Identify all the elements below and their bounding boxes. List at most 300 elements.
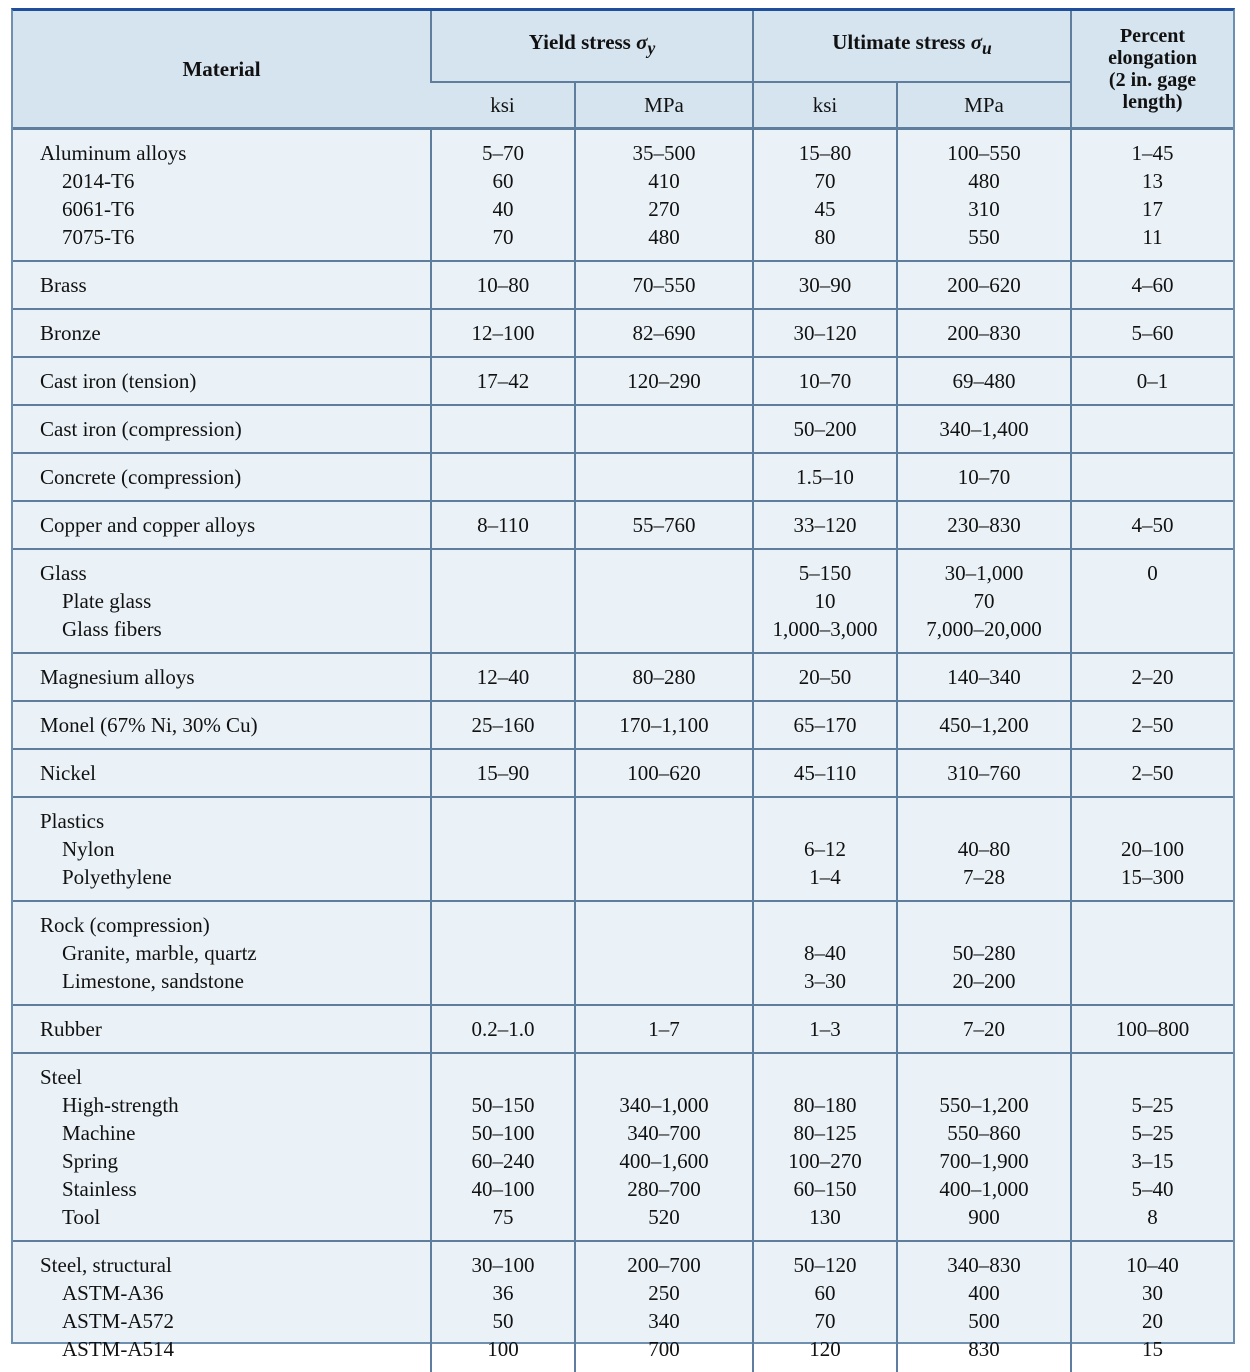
yield-mpa-value bbox=[576, 863, 752, 891]
ultimate-mpa-value: 700–1,900 bbox=[898, 1147, 1070, 1175]
ultimate-mpa-value: 100–550 bbox=[898, 139, 1070, 167]
yield-ksi-value bbox=[432, 967, 574, 995]
ultimate-ksi-value: 6–12 bbox=[754, 835, 896, 863]
ultimate-mpa-value bbox=[898, 911, 1070, 939]
ultimate-mpa-cell bbox=[897, 129, 1071, 262]
ultimate-ksi-cell bbox=[753, 501, 897, 549]
yield-ksi-value bbox=[432, 415, 574, 443]
yield-ksi-cell bbox=[431, 453, 575, 501]
ultimate-mpa-value bbox=[898, 807, 1070, 835]
ultimate-mpa-cell bbox=[897, 1005, 1071, 1053]
material-name: Aluminum alloys bbox=[40, 139, 430, 167]
ultimate-ksi-value: 80–180 bbox=[754, 1091, 896, 1119]
elongation-value: 0 bbox=[1072, 559, 1233, 587]
yield-mpa-cell bbox=[575, 653, 753, 701]
table-row bbox=[13, 653, 1233, 701]
material-name: Concrete (compression) bbox=[40, 463, 430, 491]
yield-mpa-cell bbox=[575, 261, 753, 309]
ultimate-ksi-value: 5–150 bbox=[754, 559, 896, 587]
elongation-value: 4–50 bbox=[1072, 511, 1233, 539]
elongation-value: 2–50 bbox=[1072, 759, 1233, 787]
ultimate-ksi-value: 30–120 bbox=[754, 319, 896, 347]
yield-ksi-value bbox=[432, 587, 574, 615]
ultimate-mpa-cell bbox=[897, 749, 1071, 797]
ultimate-mpa-value: 500 bbox=[898, 1307, 1070, 1335]
ultimate-ksi-cell bbox=[753, 453, 897, 501]
elongation-value bbox=[1072, 807, 1233, 835]
yield-ksi-value bbox=[432, 559, 574, 587]
elongation-value: 8 bbox=[1072, 1203, 1233, 1231]
ultimate-mpa-value: 20–200 bbox=[898, 967, 1070, 995]
yield-mpa-value: 1–7 bbox=[576, 1015, 752, 1043]
elongation-value: 100–800 bbox=[1072, 1015, 1233, 1043]
yield-mpa-value: 340–700 bbox=[576, 1119, 752, 1147]
ultimate-mpa-value: 30–1,000 bbox=[898, 559, 1070, 587]
elongation-value: 1–45 bbox=[1072, 139, 1233, 167]
material-subtype: Stainless bbox=[40, 1175, 430, 1203]
ultimate-stress-symbol: $\sigma_u$ bbox=[971, 30, 992, 54]
ultimate-mpa-value: 550–860 bbox=[898, 1119, 1070, 1147]
elongation-value: 3–15 bbox=[1072, 1147, 1233, 1175]
yield-ksi-value bbox=[432, 939, 574, 967]
yield-ksi-value: 40–100 bbox=[432, 1175, 574, 1203]
elongation-value: 15–300 bbox=[1072, 863, 1233, 891]
yield-ksi-cell bbox=[431, 405, 575, 453]
yield-ksi-value: 15–90 bbox=[432, 759, 574, 787]
ultimate-mpa-value: 400–1,000 bbox=[898, 1175, 1070, 1203]
elongation-value bbox=[1072, 911, 1233, 939]
yield-ksi-value: 8–110 bbox=[432, 511, 574, 539]
material-cell bbox=[13, 1053, 431, 1241]
material-cell bbox=[13, 901, 431, 1005]
elongation-value: 5–25 bbox=[1072, 1119, 1233, 1147]
material-name: Magnesium alloys bbox=[40, 663, 430, 691]
material-cell bbox=[13, 357, 431, 405]
elongation-cell bbox=[1071, 309, 1233, 357]
ultimate-ksi-value: 100–270 bbox=[754, 1147, 896, 1175]
material-subtype: 2014-T6 bbox=[40, 167, 430, 195]
yield-ksi-value: 40 bbox=[432, 195, 574, 223]
yield-mpa-value bbox=[576, 559, 752, 587]
yield-mpa-value: 80–280 bbox=[576, 663, 752, 691]
ultimate-ksi-value: 60–150 bbox=[754, 1175, 896, 1203]
elongation-cell bbox=[1071, 501, 1233, 549]
yield-ksi-cell bbox=[431, 309, 575, 357]
yield-ksi-value: 70 bbox=[432, 223, 574, 251]
ultimate-ksi-cell bbox=[753, 653, 897, 701]
ultimate-mpa-cell bbox=[897, 405, 1071, 453]
table-row bbox=[13, 1241, 1233, 1372]
elongation-value: 20 bbox=[1072, 1307, 1233, 1335]
yield-mpa-cell bbox=[575, 309, 753, 357]
ultimate-mpa-value: 140–340 bbox=[898, 663, 1070, 691]
elongation-cell bbox=[1071, 1241, 1233, 1372]
ultimate-mpa-cell bbox=[897, 701, 1071, 749]
elongation-value: 15 bbox=[1072, 1335, 1233, 1363]
material-name: Steel bbox=[40, 1063, 430, 1091]
ultimate-mpa-value: 340–1,400 bbox=[898, 415, 1070, 443]
ultimate-ksi-value bbox=[754, 807, 896, 835]
header-elong-line: Percent bbox=[1072, 25, 1233, 47]
ultimate-ksi-cell bbox=[753, 1005, 897, 1053]
material-cell bbox=[13, 749, 431, 797]
header-material: Material bbox=[13, 11, 431, 129]
yield-mpa-value: 200–700 bbox=[576, 1251, 752, 1279]
elongation-value: 11 bbox=[1072, 223, 1233, 251]
ultimate-ksi-cell bbox=[753, 1053, 897, 1241]
table-row bbox=[13, 797, 1233, 901]
yield-mpa-value bbox=[576, 415, 752, 443]
ultimate-ksi-value: 80–125 bbox=[754, 1119, 896, 1147]
yield-ksi-value: 60 bbox=[432, 167, 574, 195]
ultimate-mpa-cell bbox=[897, 309, 1071, 357]
yield-mpa-value bbox=[576, 587, 752, 615]
elongation-value: 5–60 bbox=[1072, 319, 1233, 347]
ultimate-mpa-value: 400 bbox=[898, 1279, 1070, 1307]
yield-mpa-value: 340 bbox=[576, 1307, 752, 1335]
material-cell bbox=[13, 653, 431, 701]
yield-mpa-value: 480 bbox=[576, 223, 752, 251]
yield-mpa-value: 55–760 bbox=[576, 511, 752, 539]
yield-ksi-value bbox=[432, 615, 574, 643]
ultimate-mpa-value: 900 bbox=[898, 1203, 1070, 1231]
ultimate-mpa-value: 310 bbox=[898, 195, 1070, 223]
table-row bbox=[13, 309, 1233, 357]
yield-mpa-value: 35–500 bbox=[576, 139, 752, 167]
elongation-cell bbox=[1071, 1005, 1233, 1053]
yield-mpa-cell bbox=[575, 501, 753, 549]
table-row bbox=[13, 357, 1233, 405]
material-cell bbox=[13, 797, 431, 901]
table-row bbox=[13, 261, 1233, 309]
ultimate-mpa-value: 450–1,200 bbox=[898, 711, 1070, 739]
table-row bbox=[13, 129, 1233, 262]
yield-mpa-cell bbox=[575, 797, 753, 901]
ultimate-mpa-value: 230–830 bbox=[898, 511, 1070, 539]
ultimate-mpa-value: 480 bbox=[898, 167, 1070, 195]
yield-ksi-value bbox=[432, 807, 574, 835]
material-subtype: ASTM-A514 bbox=[40, 1335, 430, 1363]
yield-mpa-value: 340–1,000 bbox=[576, 1091, 752, 1119]
yield-ksi-value bbox=[432, 1063, 574, 1091]
elongation-value: 0–1 bbox=[1072, 367, 1233, 395]
table-row bbox=[13, 405, 1233, 453]
material-properties-table bbox=[13, 11, 1233, 1372]
elongation-value: 10–40 bbox=[1072, 1251, 1233, 1279]
ultimate-ksi-value: 130 bbox=[754, 1203, 896, 1231]
yield-ksi-cell bbox=[431, 261, 575, 309]
elongation-value bbox=[1072, 967, 1233, 995]
ultimate-ksi-value: 45 bbox=[754, 195, 896, 223]
material-name: Glass bbox=[40, 559, 430, 587]
elongation-value bbox=[1072, 939, 1233, 967]
yield-mpa-cell bbox=[575, 129, 753, 262]
yield-ksi-cell bbox=[431, 357, 575, 405]
ultimate-mpa-value: 830 bbox=[898, 1335, 1070, 1363]
ultimate-ksi-value: 60 bbox=[754, 1279, 896, 1307]
ultimate-ksi-cell bbox=[753, 309, 897, 357]
elongation-cell bbox=[1071, 901, 1233, 1005]
ultimate-ksi-cell bbox=[753, 1241, 897, 1372]
yield-mpa-cell bbox=[575, 901, 753, 1005]
ultimate-mpa-value: 40–80 bbox=[898, 835, 1070, 863]
elongation-cell bbox=[1071, 405, 1233, 453]
yield-mpa-value: 70–550 bbox=[576, 271, 752, 299]
ultimate-mpa-value: 550–1,200 bbox=[898, 1091, 1070, 1119]
header-yield-stress bbox=[431, 11, 753, 82]
ultimate-ksi-cell bbox=[753, 405, 897, 453]
elongation-cell bbox=[1071, 357, 1233, 405]
ultimate-ksi-cell bbox=[753, 901, 897, 1005]
yield-ksi-value: 100 bbox=[432, 1335, 574, 1363]
yield-ksi-value bbox=[432, 911, 574, 939]
yield-mpa-value bbox=[576, 615, 752, 643]
ultimate-ksi-value: 30–90 bbox=[754, 271, 896, 299]
ultimate-ksi-value: 10 bbox=[754, 587, 896, 615]
material-cell bbox=[13, 261, 431, 309]
yield-mpa-cell bbox=[575, 357, 753, 405]
yield-mpa-cell bbox=[575, 1005, 753, 1053]
yield-ksi-value bbox=[432, 835, 574, 863]
table-row bbox=[13, 701, 1233, 749]
ultimate-mpa-cell bbox=[897, 797, 1071, 901]
yield-stress-symbol: $\sigma_y$ bbox=[636, 30, 655, 54]
yield-ksi-value: 30–100 bbox=[432, 1251, 574, 1279]
ultimate-mpa-value bbox=[898, 1063, 1070, 1091]
yield-ksi-cell bbox=[431, 549, 575, 653]
elongation-cell bbox=[1071, 261, 1233, 309]
yield-mpa-cell bbox=[575, 1241, 753, 1372]
ultimate-ksi-value: 1–4 bbox=[754, 863, 896, 891]
header-yield-stress-label: Yield stress bbox=[529, 30, 631, 54]
yield-mpa-value bbox=[576, 835, 752, 863]
yield-ksi-cell bbox=[431, 901, 575, 1005]
material-name: Brass bbox=[40, 271, 430, 299]
yield-mpa-value bbox=[576, 967, 752, 995]
elongation-value: 30 bbox=[1072, 1279, 1233, 1307]
ultimate-mpa-value: 10–70 bbox=[898, 463, 1070, 491]
elongation-value bbox=[1072, 587, 1233, 615]
ultimate-mpa-value: 7,000–20,000 bbox=[898, 615, 1070, 643]
table-row bbox=[13, 1005, 1233, 1053]
elongation-value: 5–25 bbox=[1072, 1091, 1233, 1119]
material-name: Cast iron (compression) bbox=[40, 415, 430, 443]
ultimate-ksi-value: 3–30 bbox=[754, 967, 896, 995]
elongation-value bbox=[1072, 1063, 1233, 1091]
material-cell bbox=[13, 405, 431, 453]
material-subtype: Spring bbox=[40, 1147, 430, 1175]
yield-mpa-value: 250 bbox=[576, 1279, 752, 1307]
ultimate-mpa-value: 340–830 bbox=[898, 1251, 1070, 1279]
material-cell bbox=[13, 501, 431, 549]
material-subtype: 7075-T6 bbox=[40, 223, 430, 251]
yield-ksi-value bbox=[432, 863, 574, 891]
yield-ksi-value: 25–160 bbox=[432, 711, 574, 739]
yield-mpa-value: 120–290 bbox=[576, 367, 752, 395]
yield-mpa-cell bbox=[575, 1053, 753, 1241]
table-row bbox=[13, 1053, 1233, 1241]
yield-mpa-cell bbox=[575, 405, 753, 453]
ultimate-mpa-cell bbox=[897, 549, 1071, 653]
yield-mpa-value bbox=[576, 911, 752, 939]
ultimate-mpa-value: 50–280 bbox=[898, 939, 1070, 967]
material-cell bbox=[13, 129, 431, 262]
yield-mpa-value: 410 bbox=[576, 167, 752, 195]
ultimate-ksi-value bbox=[754, 1063, 896, 1091]
material-cell bbox=[13, 1241, 431, 1372]
ultimate-ksi-cell bbox=[753, 549, 897, 653]
yield-ksi-cell bbox=[431, 749, 575, 797]
material-cell bbox=[13, 701, 431, 749]
yield-mpa-value: 170–1,100 bbox=[576, 711, 752, 739]
table-row bbox=[13, 453, 1233, 501]
elongation-value: 2–20 bbox=[1072, 663, 1233, 691]
header-ultimate-stress bbox=[753, 11, 1071, 82]
yield-mpa-value: 700 bbox=[576, 1335, 752, 1363]
elongation-cell bbox=[1071, 1053, 1233, 1241]
ultimate-ksi-value: 70 bbox=[754, 167, 896, 195]
ultimate-mpa-value: 550 bbox=[898, 223, 1070, 251]
yield-ksi-value: 50 bbox=[432, 1307, 574, 1335]
elongation-value bbox=[1072, 463, 1233, 491]
ultimate-mpa-value: 7–28 bbox=[898, 863, 1070, 891]
material-subtype: Polyethylene bbox=[40, 863, 430, 891]
ultimate-ksi-value: 50–200 bbox=[754, 415, 896, 443]
table-frame bbox=[11, 8, 1235, 1344]
ultimate-ksi-value: 50–120 bbox=[754, 1251, 896, 1279]
ultimate-mpa-value: 69–480 bbox=[898, 367, 1070, 395]
material-subtype: Tool bbox=[40, 1203, 430, 1231]
material-subtype: 6061-T6 bbox=[40, 195, 430, 223]
header-elong-line: elongation bbox=[1072, 47, 1233, 69]
table-header bbox=[13, 11, 1233, 129]
material-subtype: Glass fibers bbox=[40, 615, 430, 643]
material-cell bbox=[13, 309, 431, 357]
table-row bbox=[13, 501, 1233, 549]
yield-ksi-value: 17–42 bbox=[432, 367, 574, 395]
yield-mpa-value: 100–620 bbox=[576, 759, 752, 787]
ultimate-ksi-value: 20–50 bbox=[754, 663, 896, 691]
material-subtype: High-strength bbox=[40, 1091, 430, 1119]
elongation-value: 5–40 bbox=[1072, 1175, 1233, 1203]
ultimate-ksi-value: 8–40 bbox=[754, 939, 896, 967]
ultimate-mpa-cell bbox=[897, 1241, 1071, 1372]
elongation-value bbox=[1072, 415, 1233, 443]
elongation-cell bbox=[1071, 129, 1233, 262]
yield-ksi-cell bbox=[431, 797, 575, 901]
ultimate-mpa-value: 200–830 bbox=[898, 319, 1070, 347]
header-unit-ultimate-mpa: MPa bbox=[897, 82, 1071, 129]
ultimate-ksi-value: 80 bbox=[754, 223, 896, 251]
ultimate-ksi-value: 1.5–10 bbox=[754, 463, 896, 491]
yield-mpa-value: 280–700 bbox=[576, 1175, 752, 1203]
ultimate-ksi-value: 1,000–3,000 bbox=[754, 615, 896, 643]
yield-mpa-cell bbox=[575, 749, 753, 797]
ultimate-ksi-cell bbox=[753, 701, 897, 749]
header-elong-line: (2 in. gage bbox=[1072, 69, 1233, 91]
elongation-value: 17 bbox=[1072, 195, 1233, 223]
ultimate-ksi-value: 1–3 bbox=[754, 1015, 896, 1043]
yield-mpa-value bbox=[576, 939, 752, 967]
yield-mpa-cell bbox=[575, 453, 753, 501]
yield-mpa-value bbox=[576, 463, 752, 491]
yield-mpa-value bbox=[576, 807, 752, 835]
material-name: Plastics bbox=[40, 807, 430, 835]
header-ultimate-stress-label: Ultimate stress bbox=[832, 30, 965, 54]
ultimate-ksi-value: 15–80 bbox=[754, 139, 896, 167]
yield-mpa-value: 520 bbox=[576, 1203, 752, 1231]
header-elong-line: length) bbox=[1072, 91, 1233, 113]
yield-mpa-cell bbox=[575, 701, 753, 749]
elongation-value: 20–100 bbox=[1072, 835, 1233, 863]
ultimate-mpa-cell bbox=[897, 653, 1071, 701]
material-name: Steel, structural bbox=[40, 1251, 430, 1279]
ultimate-ksi-cell bbox=[753, 797, 897, 901]
yield-mpa-value: 82–690 bbox=[576, 319, 752, 347]
elongation-cell bbox=[1071, 549, 1233, 653]
ultimate-mpa-value: 7–20 bbox=[898, 1015, 1070, 1043]
ultimate-mpa-value: 310–760 bbox=[898, 759, 1070, 787]
elongation-cell bbox=[1071, 701, 1233, 749]
material-cell bbox=[13, 1005, 431, 1053]
ultimate-mpa-cell bbox=[897, 501, 1071, 549]
elongation-value: 4–60 bbox=[1072, 271, 1233, 299]
material-name: Copper and copper alloys bbox=[40, 511, 430, 539]
ultimate-mpa-value: 70 bbox=[898, 587, 1070, 615]
elongation-cell bbox=[1071, 797, 1233, 901]
material-subtype: Machine bbox=[40, 1119, 430, 1147]
yield-ksi-value: 50–100 bbox=[432, 1119, 574, 1147]
yield-ksi-value: 50–150 bbox=[432, 1091, 574, 1119]
elongation-cell bbox=[1071, 653, 1233, 701]
yield-ksi-value: 36 bbox=[432, 1279, 574, 1307]
material-subtype: Granite, marble, quartz bbox=[40, 939, 430, 967]
material-name: Rubber bbox=[40, 1015, 430, 1043]
ultimate-ksi-cell bbox=[753, 357, 897, 405]
ultimate-ksi-value: 33–120 bbox=[754, 511, 896, 539]
ultimate-ksi-value: 70 bbox=[754, 1307, 896, 1335]
ultimate-ksi-cell bbox=[753, 261, 897, 309]
material-subtype: ASTM-A36 bbox=[40, 1279, 430, 1307]
yield-ksi-cell bbox=[431, 1005, 575, 1053]
material-subtype: Limestone, sandstone bbox=[40, 967, 430, 995]
material-name: Bronze bbox=[40, 319, 430, 347]
header-percent-elongation bbox=[1071, 11, 1233, 129]
ultimate-mpa-cell bbox=[897, 453, 1071, 501]
ultimate-ksi-cell bbox=[753, 129, 897, 262]
material-name: Monel (67% Ni, 30% Cu) bbox=[40, 711, 430, 739]
header-unit-ultimate-ksi: ksi bbox=[753, 82, 897, 129]
elongation-value: 13 bbox=[1072, 167, 1233, 195]
elongation-value bbox=[1072, 615, 1233, 643]
yield-mpa-value: 400–1,600 bbox=[576, 1147, 752, 1175]
yield-ksi-cell bbox=[431, 501, 575, 549]
material-cell bbox=[13, 453, 431, 501]
yield-ksi-value: 12–40 bbox=[432, 663, 574, 691]
ultimate-mpa-cell bbox=[897, 261, 1071, 309]
ultimate-ksi-value: 45–110 bbox=[754, 759, 896, 787]
table-row bbox=[13, 749, 1233, 797]
material-name: Cast iron (tension) bbox=[40, 367, 430, 395]
yield-ksi-cell bbox=[431, 129, 575, 262]
ultimate-ksi-value: 120 bbox=[754, 1335, 896, 1363]
material-subtype: Plate glass bbox=[40, 587, 430, 615]
yield-ksi-value: 75 bbox=[432, 1203, 574, 1231]
ultimate-ksi-value bbox=[754, 911, 896, 939]
material-subtype: ASTM-A572 bbox=[40, 1307, 430, 1335]
ultimate-mpa-value: 200–620 bbox=[898, 271, 1070, 299]
ultimate-ksi-value: 10–70 bbox=[754, 367, 896, 395]
